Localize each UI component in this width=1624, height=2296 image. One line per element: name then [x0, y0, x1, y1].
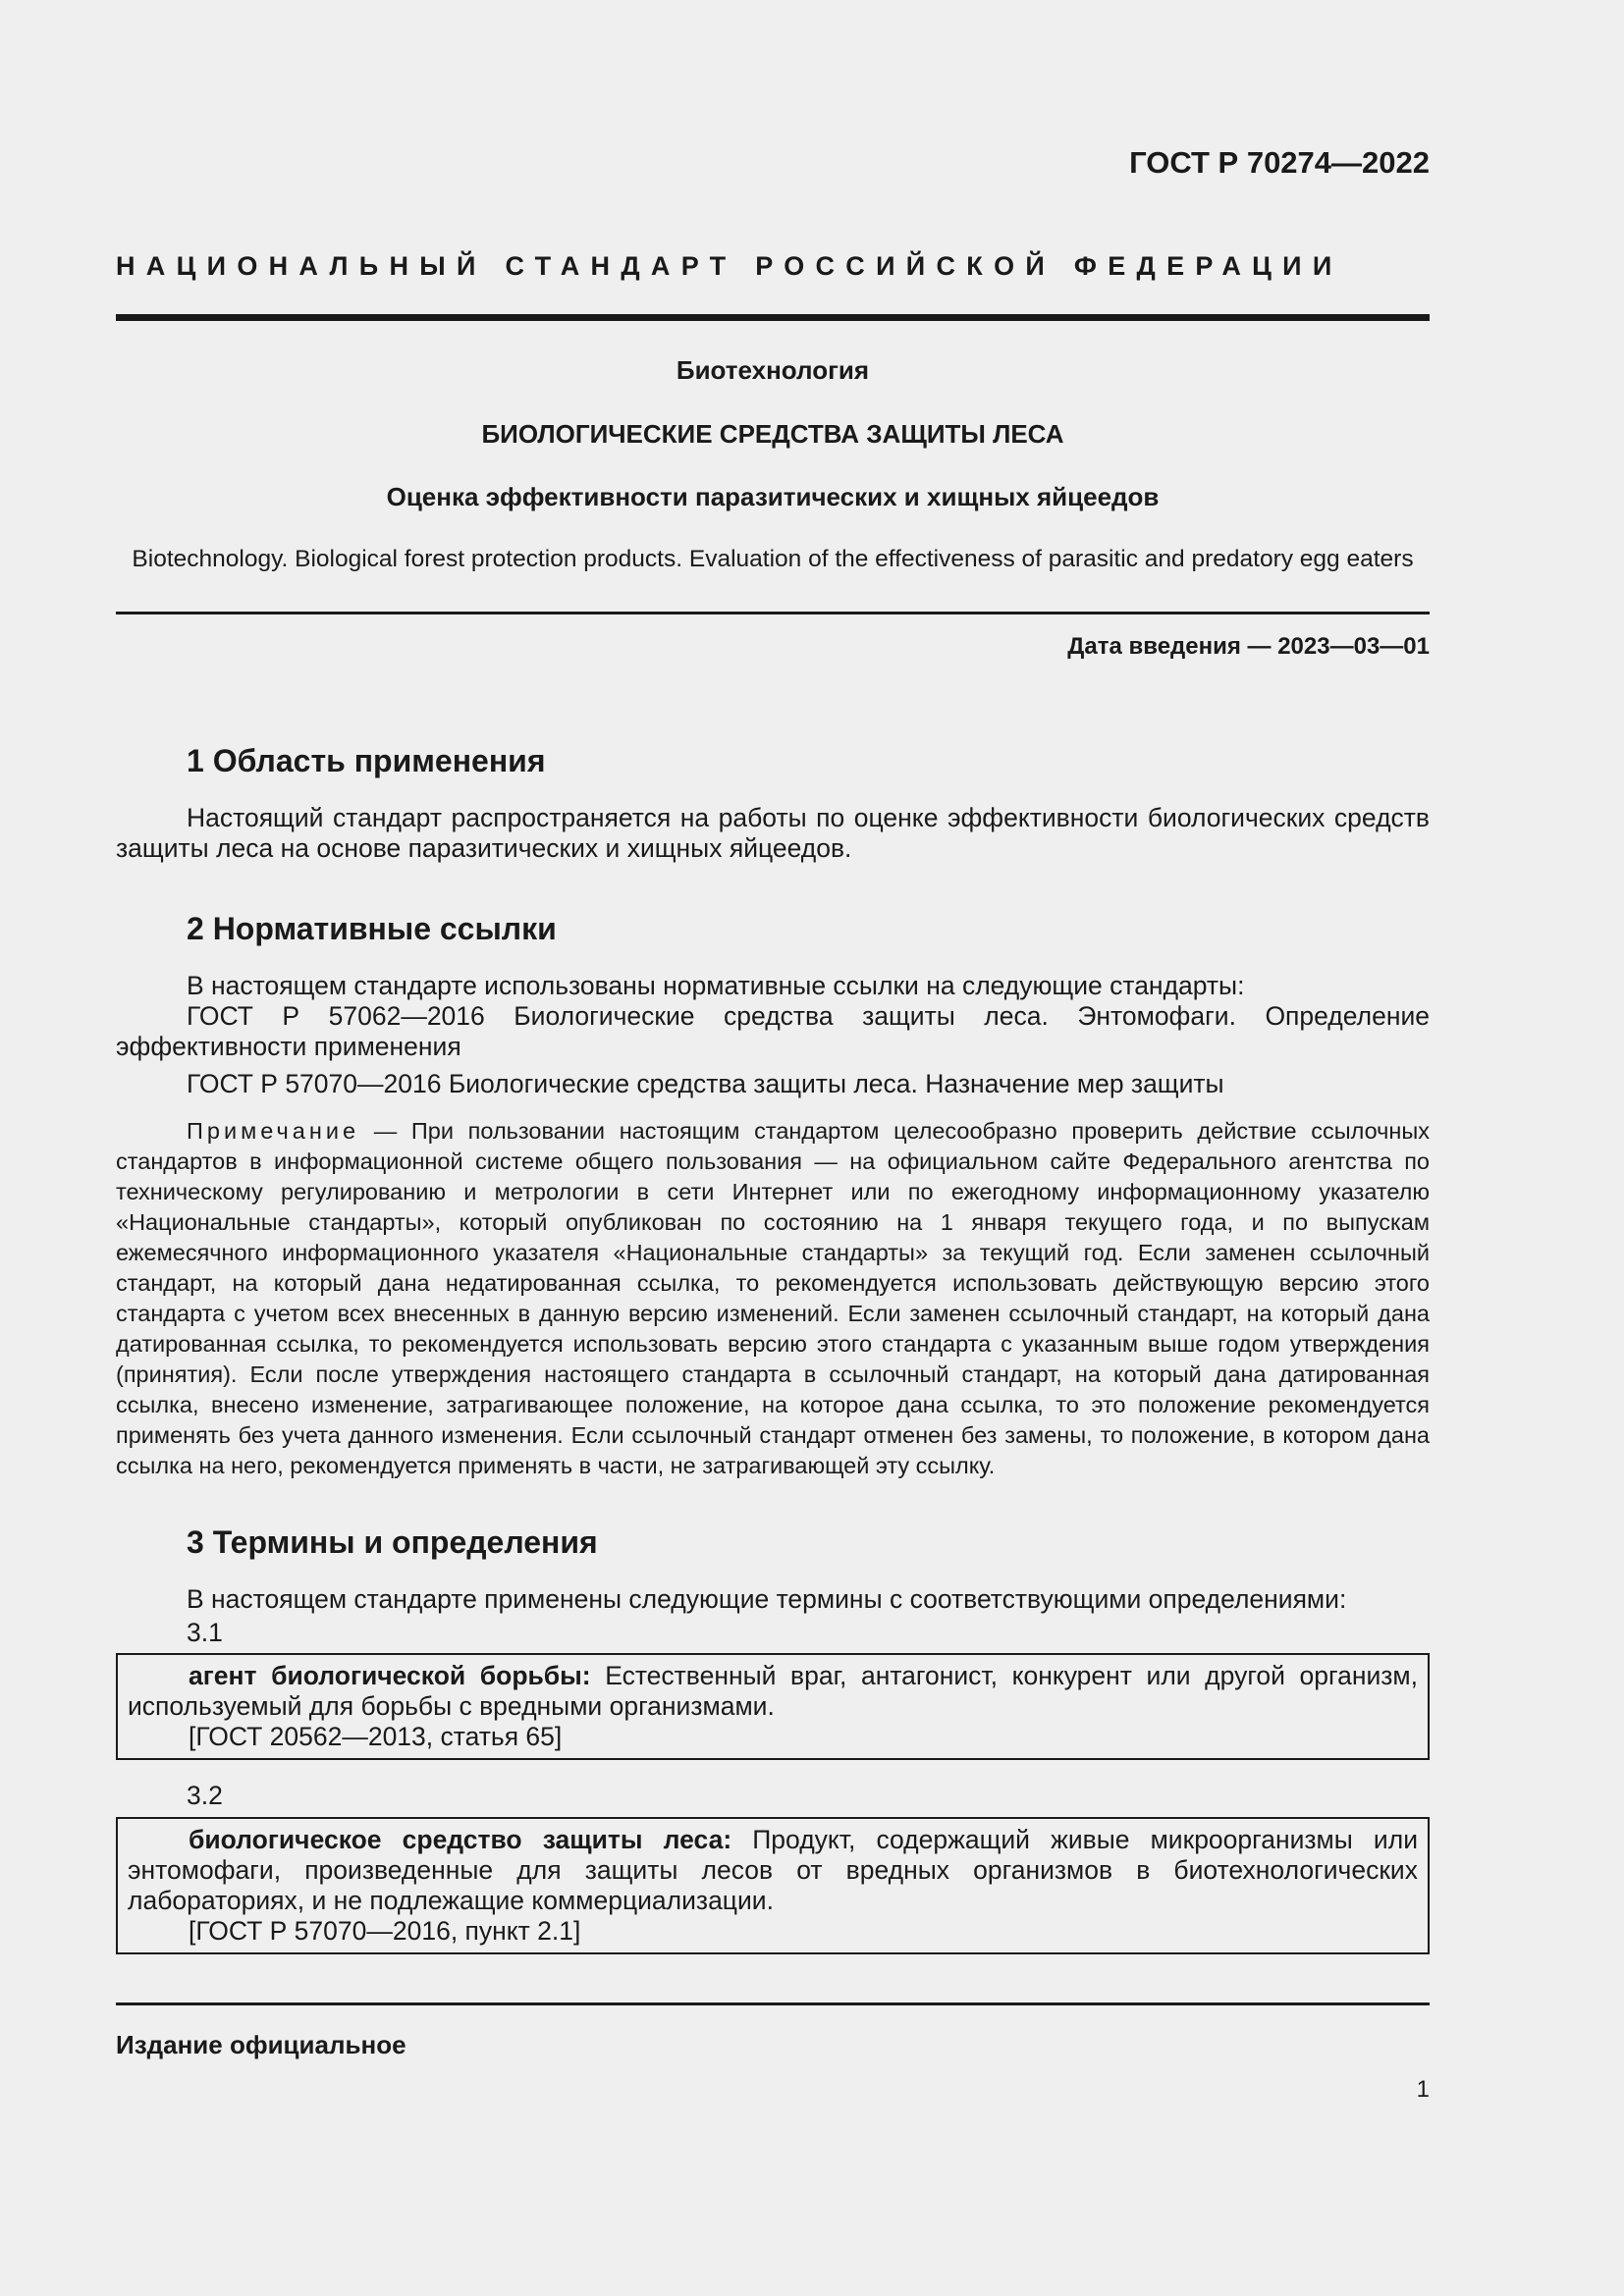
standard-number: ГОСТ Р 70274—2022 [1129, 145, 1430, 180]
term-name: агент биологической борьбы: [189, 1661, 591, 1690]
note [116, 1116, 1430, 1481]
note-label: Примечание [187, 1118, 360, 1144]
section-1-heading: 1 Область применения [187, 743, 546, 778]
title-divider [116, 612, 1430, 614]
term-box [116, 1653, 1430, 1760]
header-divider [116, 314, 1430, 321]
section-3-intro: В настоящем стандарте применены следующие термины с соответствующими определениями: [187, 1584, 1347, 1614]
term-number: 3.2 [187, 1781, 223, 1810]
english-title: Biotechnology. Biological forest protection products. Evaluation of the effectiveness of parasitic and predatory egg eaters [132, 546, 1414, 572]
note-text: — При пользовании настоящим стандартом целесообразно проверить действие ссылочных стандартов в информационной системе общего пользования — на официальном сайте Федерального агентства по техническому регулированию и метрологии в сети Интернет или по ежегодному информационному указателю «Национальные стандарты», который опубликован по состоянию на 1 января текущего года, и по выпускам ежемесячного информационного указателя «Национальные стандарты» за текущий год. Если заменен ссылочный стандарт, на который дана недатированная ссылка, то рекомендуется использовать действующую версию этого стандарта с учетом всех внесенных в данную версию изменений. Если заменен ссылочный стандарт, на который дана датированная ссылка, то рекомендуется использовать версию этого стандарта с указанным выше годом утверждения (принятия). Если после утверждения настоящего стандарта в ссылочный стандарт, на который дана датированная ссылка, внесено изменение, затрагивающее положение, на которое дана ссылка, то это положение рекомендуется применять без учета данного изменения. Если ссылочный стандарт отменен без замены, то положение, в котором дана ссылка на него, рекомендуется применять в части, не затрагивающей эту ссылку. [116, 1118, 1430, 1478]
national-standard-banner: НАЦИОНАЛЬНЫЙ СТАНДАРТ РОССИЙСКОЙ ФЕДЕРАЦИИ [116, 251, 1343, 281]
page-number: 1 [1416, 2076, 1430, 2103]
intro-date: Дата введения — 2023—03—01 [1067, 633, 1430, 660]
reference-2: ГОСТ Р 57070—2016 Биологические средства защиты леса. Назначение мер защиты [187, 1069, 1224, 1098]
term-definition: биологическое средство защиты леса: Продукт, содержащий живые микроорганизмы или энтомофаги, произведенные для защиты лесов от вредных организмов в биотехнологических лабораториях, и не подлежащие коммерциализации. [128, 1825, 1418, 1915]
section-1-text: Настоящий стандарт распространяется на работы по оценке эффективности биологических средств защиты леса на основе паразитических и хищных яйцеедов. [116, 803, 1430, 863]
section-2-intro: В настоящем стандарте использованы нормативные ссылки на следующие стандарты: [187, 971, 1245, 1000]
section-2-heading: 2 Нормативные ссылки [187, 911, 557, 946]
main-title: БИОЛОГИЧЕСКИЕ СРЕДСТВА ЗАЩИТЫ ЛЕСА [481, 419, 1064, 449]
term-source: [ГОСТ 20562—2013, статья 65] [189, 1722, 563, 1751]
official-edition-label: Издание официальное [116, 2030, 406, 2059]
term-number: 3.1 [187, 1618, 223, 1647]
term-box [116, 1817, 1430, 1954]
term-definition: агент биологической борьбы: Естественный враг, антагонист, конкурент или другой организм, используемый для борьбы с вредными организмами. [128, 1661, 1418, 1721]
section-3-heading: 3 Термины и определения [187, 1524, 598, 1560]
reference-1: ГОСТ Р 57062—2016 Биологические средства защиты леса. Энтомофаги. Определение эффективности применения [116, 1001, 1430, 1061]
subtitle: Оценка эффективности паразитических и хищных яйцеедов [386, 482, 1160, 511]
footer-divider [116, 2002, 1430, 2005]
term-name: биологическое средство защиты леса: [189, 1825, 732, 1854]
term-source: [ГОСТ Р 57070—2016, пункт 2.1] [189, 1916, 581, 1946]
document-page [116, 0, 1430, 2296]
field-title: Биотехнология [676, 355, 870, 385]
